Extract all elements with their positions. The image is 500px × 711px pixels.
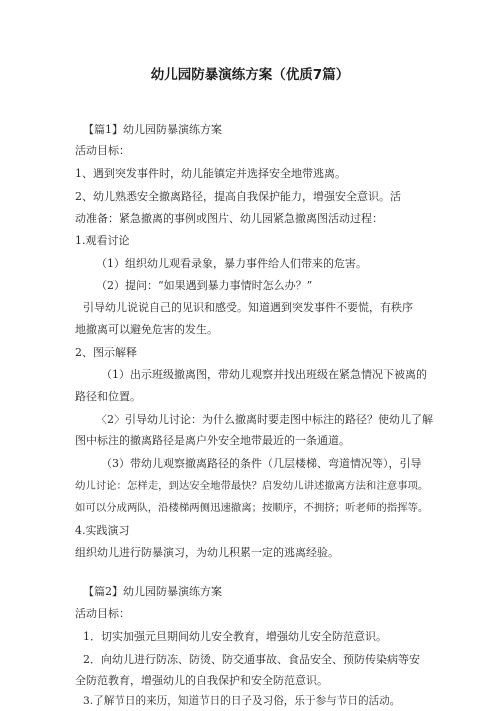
paragraph-line: 3.了解节日的来历，知道节日的日子及习俗，乐于参与节日的活动。 <box>83 695 401 707</box>
section-2-heading: 【篇2】幼儿园防暴演练方案 <box>83 585 222 598</box>
paragraph-line: 〈2〉引导幼儿讨论：为什么撤离时要走图中标注的路径？使幼儿了解 <box>96 413 433 426</box>
paragraph-line: 全防范教育，增强幼儿的自我保护和安全防范意识。 <box>75 674 328 687</box>
paragraph-line: 动准备：紧急撤离的事例或图片、幼儿园紧急撤离图活动过程： <box>75 212 383 225</box>
paragraph-line: （2）提问：“如果遇到暴力事情时怎么办？” <box>96 279 313 292</box>
paragraph-line: 活动目标： <box>75 144 130 157</box>
paragraph-line: 路径和位置。 <box>75 390 141 403</box>
paragraph-line: 组织幼儿进行防暴演习，为幼儿积累一定的逃离经验。 <box>75 546 339 559</box>
paragraph-line: 图中标注的撤离路径是离户外安全地带最近的一条通道。 <box>75 434 350 447</box>
paragraph-line: 2、幼儿熟悉安全撤离路径，提高自我保护能力，增强安全意识。活 <box>75 190 401 203</box>
paragraph-line: 1.观看讨论 <box>75 234 130 247</box>
paragraph-line: 1．切实加强元旦期间幼儿安全教育，增强幼儿安全防范意识。 <box>83 630 387 643</box>
paragraph-line: 4.实践演习 <box>75 524 130 537</box>
paragraph-line: 1、遇到突发事件时，幼儿能镇定并选择安全地带逃离。 <box>75 167 346 180</box>
paragraph-line: （1）出示班级撤离图，带幼儿观察并找出班级在紧急情况下被离的 <box>101 368 427 381</box>
paragraph-line: 2、图示解释 <box>75 346 137 359</box>
section-1-heading: 【篇1】幼儿园防暴演练方案 <box>83 123 222 136</box>
paragraph-line: 如可以分成两队，沿楼梯两侧迅速撤离；按顺序，不拥挤；听老师的指挥等。 <box>75 502 429 514</box>
paragraph-line: 2．向幼儿进行防冻、防烫、防交通事故、食品安全、预防传染病等安 <box>83 653 420 666</box>
paragraph-line: 引导幼儿说说自己的见识和感受。知道遇到突发事件不要慌，有秩序 <box>83 301 413 314</box>
paragraph-line: 地撤离可以避免危害的发生。 <box>75 323 218 336</box>
paragraph-line: 幼儿讨论：怎样走，到达安全地带最快？启发幼儿讲述撤离方法和注意事项。 <box>75 480 429 492</box>
paragraph-line: （3）带幼儿观察撤离路径的条件（几层楼梯、弯道情况等），引导 <box>101 457 422 470</box>
paragraph-line: （1）组织幼儿观看录象，暴力事件给人们带来的危害。 <box>96 257 367 270</box>
document-title: 幼儿园防暴演练方案（优质7篇） <box>150 67 350 83</box>
paragraph-line: 活动目标： <box>75 607 130 620</box>
